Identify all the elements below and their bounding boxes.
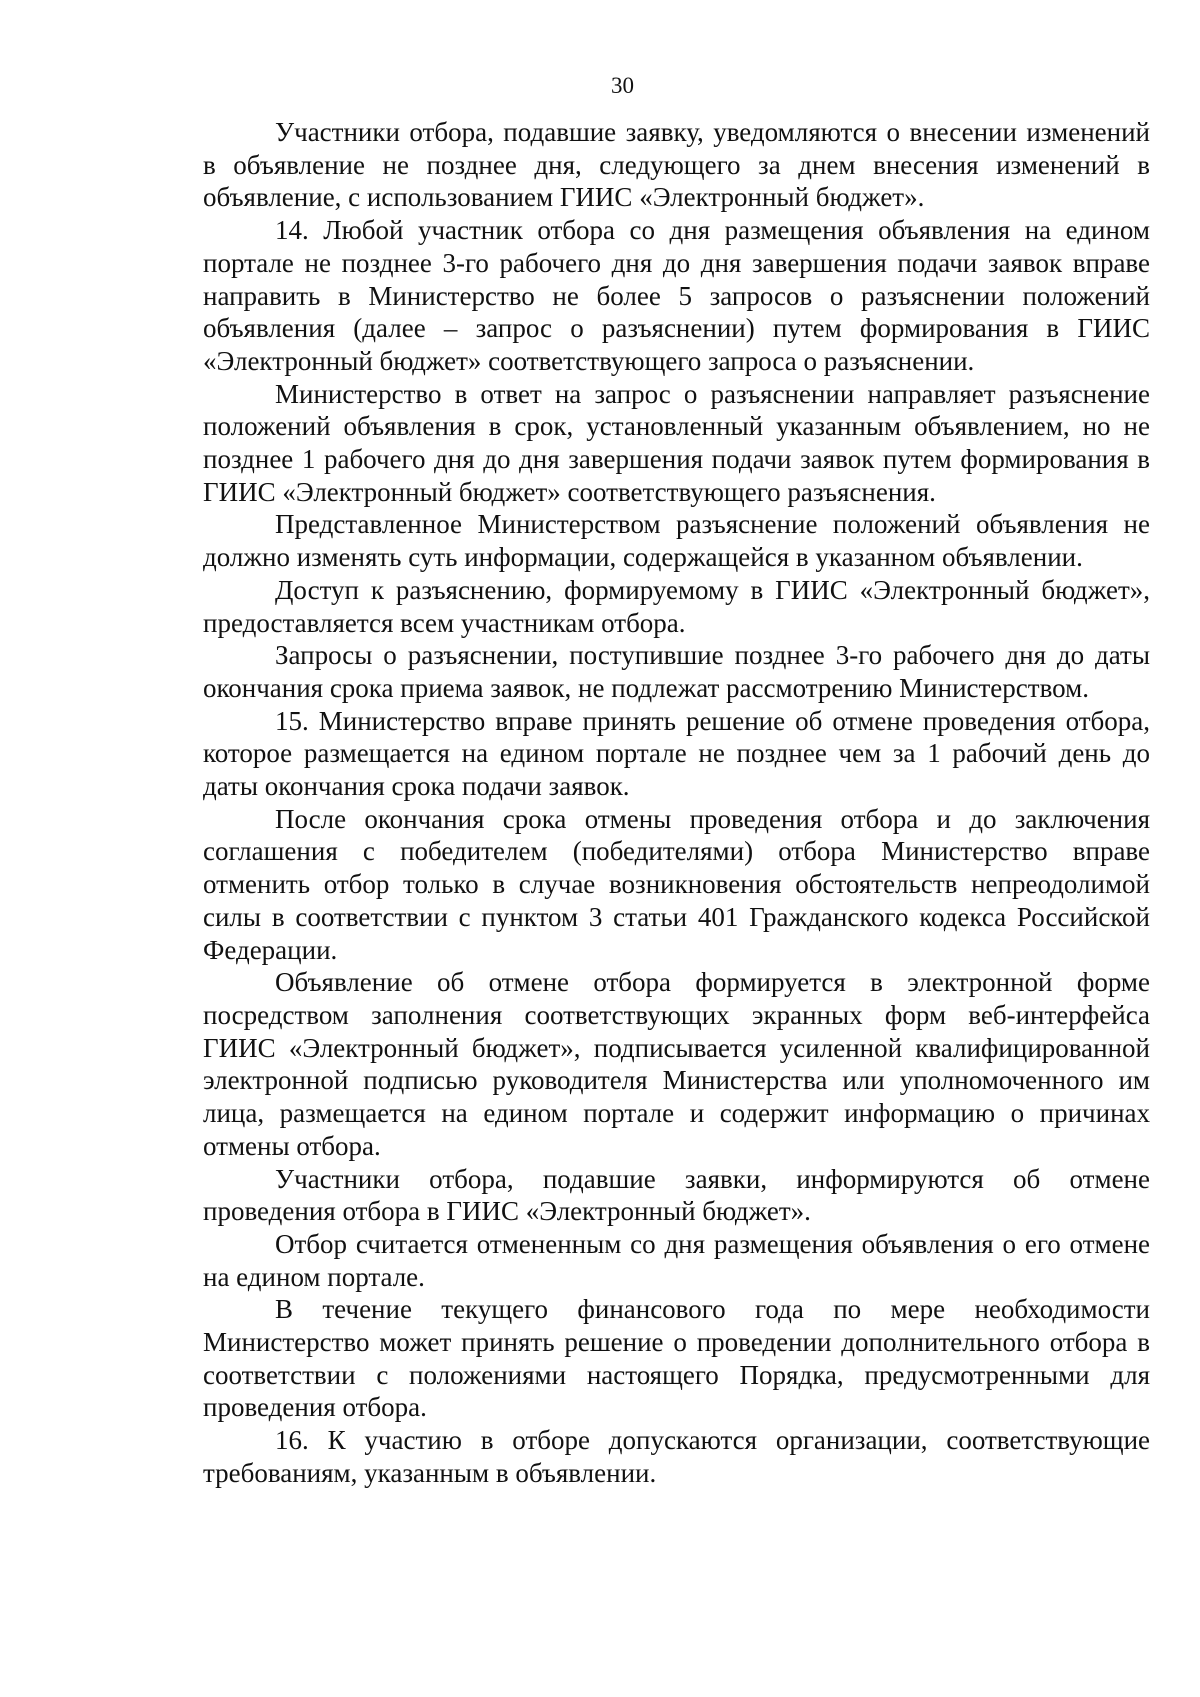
paragraph-item-16-admission: 16. К участию в отборе допускаются организации, соответствующие требованиям, указанным в объявлении. <box>203 1425 1150 1488</box>
paragraph-ministry-response: Министерство в ответ на запрос о разъяснении направляет разъяснение положений объявления в срок, установленный указанным объявлением, но не позднее 1 рабочего дня до дня завершения подачи заявок путем формирования в ГИИС «Электронный бюджет» соответствующего разъяснения. <box>203 378 1150 507</box>
paragraph-clarification-content: Представленное Министерством разъяснение положений объявления не должно изменять суть информации, содержащейся в указанном объявлении. <box>203 509 1150 573</box>
paragraph-participants-informed: Участники отбора, подавшие заявки, информируются об отмене проведения отбора в ГИИС «Электронный бюджет». <box>203 1163 1150 1227</box>
paragraph-cancellation-notice: Объявление об отмене отбора формируется в электронной форме посредством заполнения соответствующих экранных форм веб-интерфейса ГИИС «Электронный бюджет», подписывается усиленной квалифицированной электронной подписью руководителя Министерства или уполномоченного им лица, размещается на едином портале и содержит информацию о причинах отмены отбора. <box>203 967 1150 1161</box>
paragraph-force-majeure: После окончания срока отмены проведения отбора и до заключения соглашения с победителем (победителями) отбора Министерство вправе отменить отбор только в случае возникновения обстоятельств непреодолимой силы в соответствии с пунктом 3 статьи 401 Гражданского кодекса Российской Федерации. <box>203 803 1150 965</box>
paragraph-late-requests: Запросы о разъяснении, поступившие позднее 3-го рабочего дня до даты окончания срока приема заявок, не подлежат рассмотрению Министерством. <box>203 640 1150 703</box>
paragraph-cancellation-effective: Отбор считается отмененным со дня размещения объявления о его отмене на едином портале. <box>203 1228 1150 1292</box>
page-number: 30 <box>611 73 634 98</box>
document-body <box>203 116 1150 1490</box>
paragraph-notification-of-changes: Участники отбора, подавшие заявку, уведомляются о внесении изменений в объявление не позднее дня, следующего за днем внесения изменений в объявление, с использованием ГИИС «Электронный бюджет». <box>203 117 1150 213</box>
paragraph-additional-selection: В течение текущего финансового года по мере необходимости Министерство может принять решение о проведении дополнительного отбора в соответствии с положениями настоящего Порядка, предусмотренными для проведения отбора. <box>203 1294 1150 1423</box>
paragraph-item-15-cancellation: 15. Министерство вправе принять решение об отмене проведения отбора, которое размещается на едином портале не позднее чем за 1 рабочий день до даты окончания срока подачи заявок. <box>203 705 1150 802</box>
paragraph-clarification-access: Доступ к разъяснению, формируемому в ГИИС «Электронный бюджет», предоставляется всем участникам отбора. <box>203 574 1150 638</box>
paragraph-item-14-clarification-requests: 14. Любой участник отбора со дня размещения объявления на едином портале не позднее 3-го рабочего дня до дня завершения подачи заявок вправе направить в Министерство не более 5 запросов о разъяснении положений объявления (далее – запрос о разъяснении) путем формирования в ГИИС «Электронный бюджет» соответствующего запроса о разъяснении. <box>203 215 1150 376</box>
